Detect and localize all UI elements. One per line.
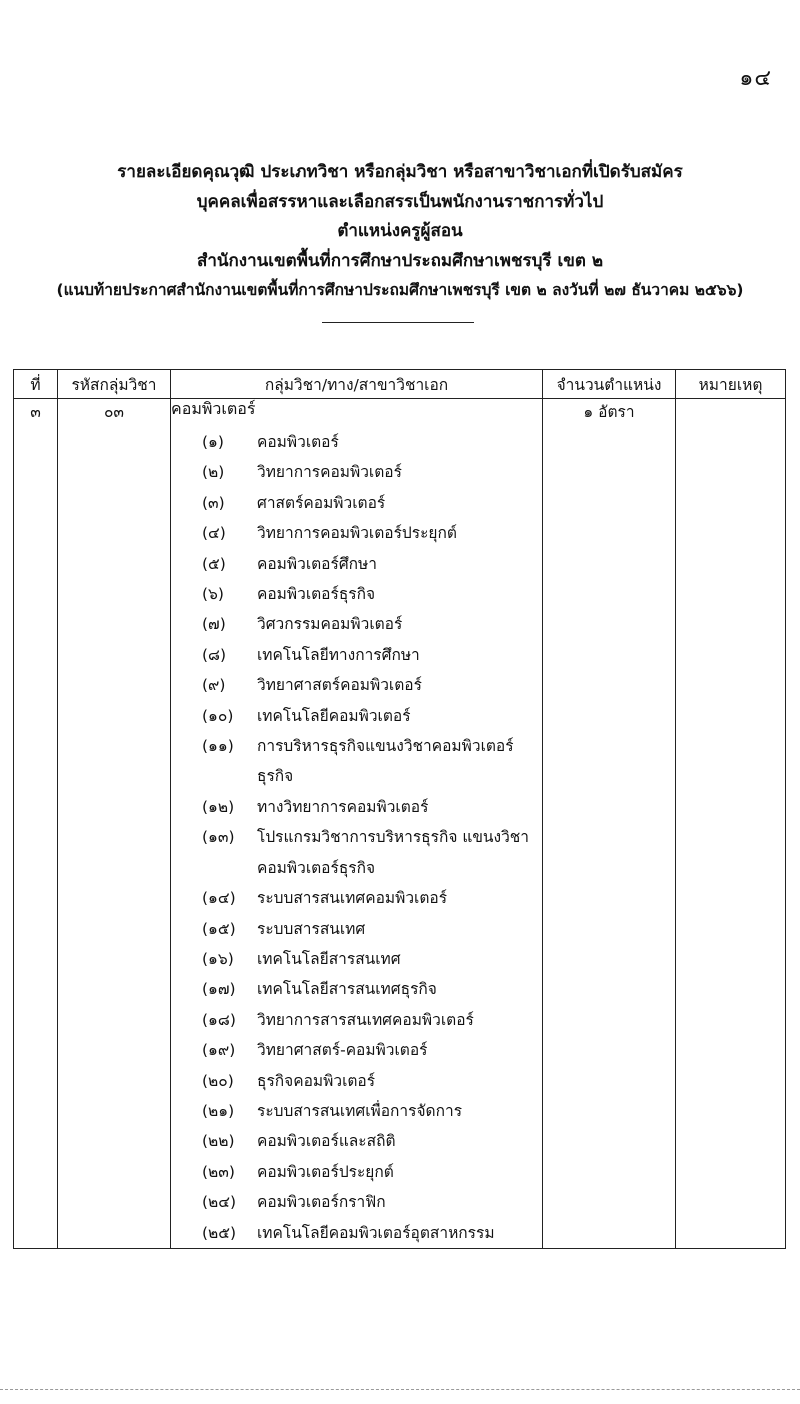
page-number: ๑๔ — [739, 66, 772, 91]
row-code: ๐๓ — [58, 399, 171, 1249]
major-name: วิทยาศาสตร์-คอมพิวเตอร์ — [257, 1041, 428, 1060]
subject-group-title: คอมพิวเตอร์ — [171, 399, 256, 418]
list-item — [202, 640, 542, 670]
major-name: ศาสตร์คอมพิวเตอร์ — [257, 493, 386, 512]
header-subject: กลุ่มวิชา/ทาง/สาขาวิชาเอก — [171, 370, 543, 399]
major-index: (๑๑) — [202, 737, 234, 756]
header-line-5: (แนบท้ายประกาศสำนักงานเขตพื้นที่การศึกษาประถมศึกษาเพชรบุรี เขต ๒ ลงวันที่ ๒๗ ธันวาคม ๒๕๖๖) — [56, 281, 744, 299]
document-header — [0, 158, 800, 306]
qualification-table — [13, 369, 786, 1249]
row-number: ๓ — [14, 399, 58, 1249]
major-name: เทคโนโลยีสารสนเทศธุรกิจ — [257, 980, 437, 999]
major-name: วิทยาการคอมพิวเตอร์ประยุกต์ — [257, 524, 457, 543]
major-index: (๗) — [202, 615, 226, 634]
major-index: (๑๗) — [202, 980, 236, 999]
major-index: (๙) — [202, 676, 226, 695]
major-index: (๑๒) — [202, 797, 235, 816]
header-line-1: รายละเอียดคุณวุฒิ ประเภทวิชา หรือกลุ่มวิชา หรือสาขาวิชาเอกที่เปิดรับสมัคร — [117, 162, 683, 182]
major-name: ระบบสารสนเทศ — [257, 919, 366, 938]
major-index: (๒๑) — [202, 1101, 235, 1120]
list-item — [202, 974, 542, 1004]
header-divider — [322, 322, 474, 323]
major-index: (๒) — [202, 463, 225, 482]
list-item — [202, 1218, 542, 1248]
major-name: เทคโนโลยีทางการศึกษา — [257, 645, 420, 664]
major-name: คอมพิวเตอร์ประยุกต์ — [257, 1162, 394, 1181]
list-item — [202, 883, 542, 913]
header-no: ที่ — [14, 370, 58, 399]
major-name: ระบบสารสนเทศคอมพิวเตอร์ — [257, 889, 448, 908]
major-name: วิทยาการคอมพิวเตอร์ — [257, 463, 402, 482]
major-index: (๑๔) — [202, 889, 236, 908]
header-line-3: ตำแหน่งครูผู้สอน — [337, 221, 463, 241]
major-name: ระบบสารสนเทศเพื่อการจัดการ — [257, 1101, 463, 1120]
list-item — [202, 457, 542, 487]
major-name: เทคโนโลยีสารสนเทศ — [257, 949, 401, 968]
major-index: (๑๓) — [202, 828, 235, 847]
major-name: ทางวิทยาการคอมพิวเตอร์ — [257, 797, 429, 816]
list-item — [202, 518, 542, 548]
header-code: รหัสกลุ่มวิชา — [58, 370, 171, 399]
major-index: (๓) — [202, 493, 225, 512]
major-index: (๑๐) — [202, 706, 234, 725]
list-item — [202, 1126, 542, 1156]
list-item — [202, 731, 542, 792]
header-line-4: สำนักงานเขตพื้นที่การศึกษาประถมศึกษาเพชรบุรี เขต ๒ — [196, 250, 604, 271]
list-item — [202, 670, 542, 700]
list-item — [202, 701, 542, 731]
header-count: จำนวนตำแหน่ง — [543, 370, 676, 399]
major-name: คอมพิวเตอร์ธุรกิจ — [257, 585, 376, 604]
major-name: วิทยาการสารสนเทศคอมพิวเตอร์ — [257, 1010, 474, 1029]
major-name: คอมพิวเตอร์และสถิติ — [257, 1132, 396, 1151]
list-item — [202, 579, 542, 609]
list-item — [202, 914, 542, 944]
list-item — [202, 822, 542, 883]
major-name: เทคโนโลยีคอมพิวเตอร์อุตสาหกรรม — [257, 1223, 495, 1242]
major-name: วิศวกรรมคอมพิวเตอร์ — [257, 615, 403, 634]
list-item — [202, 427, 542, 457]
major-index: (๑๙) — [202, 1041, 236, 1060]
major-index: (๒๐) — [202, 1071, 234, 1090]
table-row — [14, 399, 786, 1249]
major-list — [171, 427, 542, 1248]
list-item — [202, 549, 542, 579]
major-name: โปรแกรมวิชาการบริหารธุรกิจ แขนงวิชาคอมพิวเตอร์ธุรกิจ — [257, 828, 530, 877]
major-name: คอมพิวเตอร์ — [257, 433, 339, 451]
list-item — [202, 1035, 542, 1065]
major-index: (๖) — [202, 585, 224, 604]
major-index: (๔) — [202, 524, 226, 543]
major-name: การบริหารธุรกิจแขนงวิชาคอมพิวเตอร์ธุรกิจ — [257, 737, 514, 786]
major-index: (๒๓) — [202, 1162, 235, 1181]
header-remark: หมายเหตุ — [676, 370, 786, 399]
major-index: (๑๘) — [202, 1010, 236, 1029]
major-name: ธุรกิจคอมพิวเตอร์ — [257, 1071, 376, 1090]
major-index: (๕) — [202, 554, 226, 573]
list-item — [202, 1066, 542, 1096]
major-index: (๑๖) — [202, 949, 234, 968]
list-item — [202, 1157, 542, 1187]
bottom-scan-edge — [0, 1389, 800, 1390]
major-index: (๒๔) — [202, 1193, 237, 1212]
row-subject — [171, 399, 543, 1249]
major-name: คอมพิวเตอร์ศึกษา — [257, 554, 377, 573]
major-index: (๑) — [202, 433, 224, 451]
list-item — [202, 792, 542, 822]
major-name: คอมพิวเตอร์กราฟิก — [257, 1193, 386, 1212]
major-index: (๒๕) — [202, 1223, 237, 1242]
major-index: (๒๒) — [202, 1132, 235, 1151]
list-item — [202, 609, 542, 639]
row-count: ๑ อัตรา — [543, 399, 676, 1249]
row-remark — [676, 399, 786, 1249]
major-index: (๘) — [202, 645, 227, 664]
major-name: วิทยาศาสตร์คอมพิวเตอร์ — [257, 676, 422, 695]
list-item — [202, 944, 542, 974]
list-item — [202, 1096, 542, 1126]
table-header-row — [14, 370, 786, 399]
major-name: เทคโนโลยีคอมพิวเตอร์ — [257, 706, 411, 725]
header-line-2: บุคคลเพื่อสรรหาและเลือกสรรเป็นพนักงานราชการทั่วไป — [196, 191, 604, 212]
list-item — [202, 1187, 542, 1217]
list-item — [202, 488, 542, 518]
major-index: (๑๕) — [202, 919, 236, 938]
list-item — [202, 1005, 542, 1035]
